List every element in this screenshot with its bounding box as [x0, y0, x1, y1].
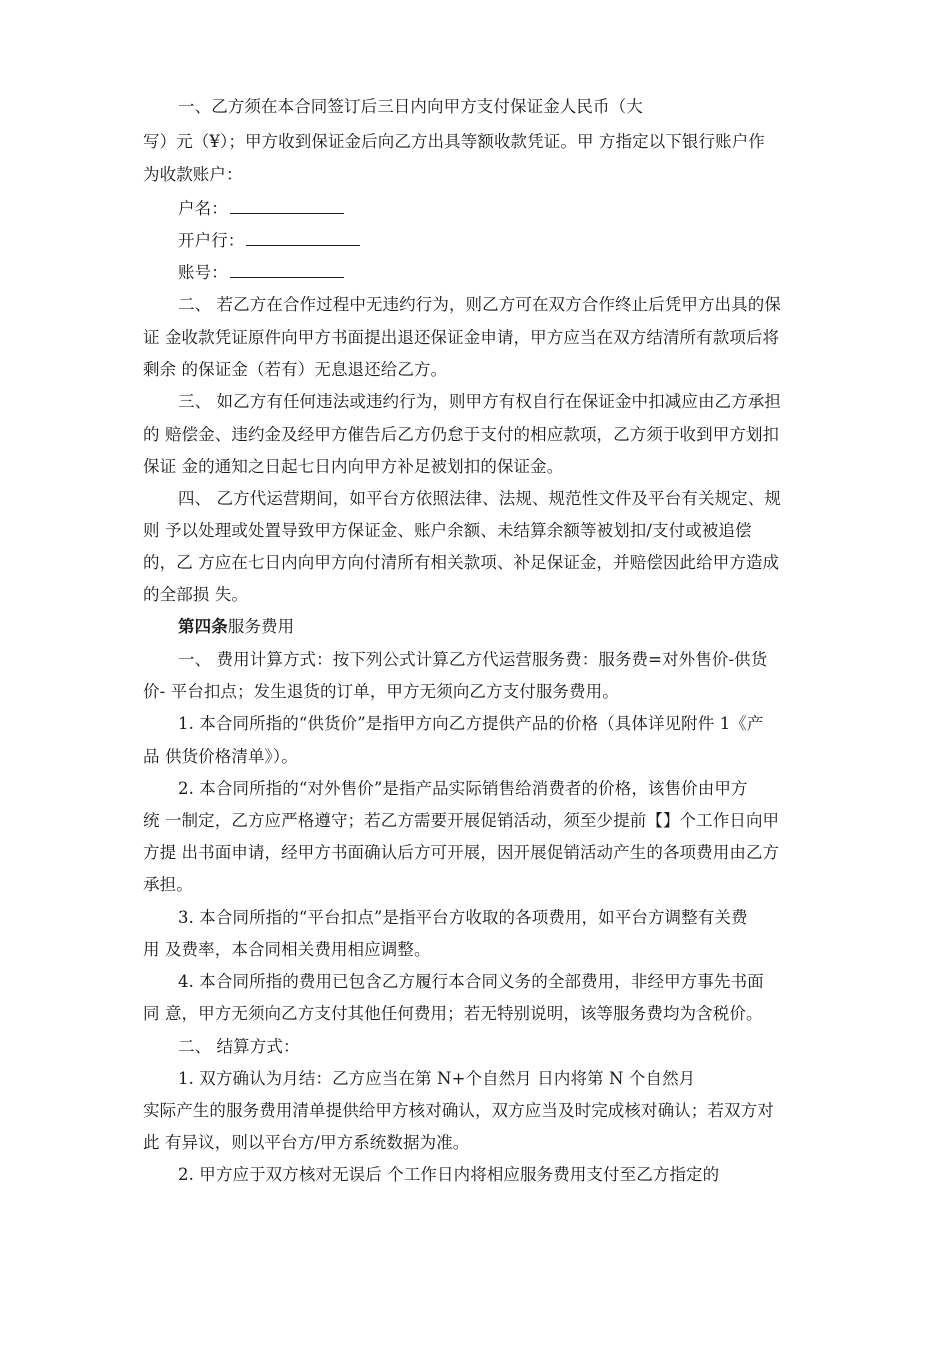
paragraph-line: 保证 金的通知之日起七日内向甲方补足被划扣的保证金。 [143, 457, 564, 476]
paragraph-line: 证 金收款凭证原件向甲方书面提出退还保证金申请，甲方应当在双方结清所有款项后将 [143, 328, 780, 347]
account-no-field [178, 262, 344, 284]
paragraph-line: 品 供货价格清单》）。 [143, 747, 298, 766]
paragraph-line: 统 一制定，乙方应严格遵守；若乙方需要开展促销活动，须至少提前【】个工作日向甲 [143, 811, 780, 830]
paragraph-line: 2. 本合同所指的“对外售价”是指产品实际销售给消费者的价格，该售价由甲方 [178, 779, 748, 798]
paragraph-line: 价- 平台扣点；发生退货的订单，甲方无须向乙方支付服务费用。 [143, 682, 619, 701]
paragraph-line: 2. 甲方应于双方核对无误后 个工作日内将相应服务费用支付至乙方指定的 [178, 1165, 720, 1184]
paragraph-line: 承担。 [143, 875, 193, 894]
bank-field [178, 230, 360, 252]
paragraph-line: 方提 出书面申请，经甲方书面确认后方可开展，因开展促销活动产生的各项费用由乙方 [143, 843, 780, 862]
paragraph-line: 1. 本合同所指的“供货价”是指甲方向乙方提供产品的价格（具体详见附件 1《产 [178, 714, 764, 733]
section-heading-number: 第四条 [178, 617, 228, 636]
account-name-label: 户名： [178, 199, 228, 218]
paragraph-line: 为收款账户： [143, 165, 243, 184]
account-no-blank [230, 263, 344, 278]
account-name-blank [230, 199, 344, 214]
paragraph-line: 三、 如乙方有任何违法或违约行为，则甲方有权自行在保证金中扣减应由乙方承担 [178, 392, 781, 411]
bank-label: 开户行： [178, 231, 245, 250]
paragraph-line: 4. 本合同所指的费用已包含乙方履行本合同义务的全部费用，非经甲方事先书面 [178, 972, 764, 991]
paragraph-line: 的全部损 失。 [143, 585, 248, 604]
paragraph-line: 四、 乙方代运营期间，如平台方依照法律、法规、规范性文件及平台有关规定、规 [178, 489, 781, 508]
paragraph-line: 的 赔偿金、违约金及经甲方催告后乙方仍怠于支付的相应款项，乙方须于收到甲方划扣 [143, 425, 780, 444]
section-heading-title: 服务费用 [227, 617, 295, 636]
paragraph-line: 则 予以处理或处置导致甲方保证金、账户余额、未结算余额等被划扣/支付或被追偿 [143, 521, 752, 540]
paragraph-line: 的，乙 方应在七日内向甲方向付清所有相关款项、补足保证金，并赔偿因此给甲方造成 [143, 553, 780, 572]
paragraph-line: 用 及费率，本合同相关费用相应调整。 [143, 940, 431, 959]
account-no-label: 账号： [178, 263, 228, 282]
paragraph-line: 剩余 的保证金（若有）无息退还给乙方。 [143, 360, 448, 379]
paragraph-line: 写）元（¥）；甲方收到保证金后向乙方出具等额收款凭证。甲 方指定以下银行账户作 [143, 132, 765, 151]
section-heading [178, 616, 294, 638]
paragraph-line: 二、 结算方式： [178, 1037, 300, 1056]
account-name-field [178, 198, 344, 220]
bank-blank [246, 231, 360, 246]
paragraph-line: 1. 双方确认为月结：乙方应当在第 N+个自然月 日内将第 N 个自然月 [178, 1069, 696, 1088]
paragraph-line: 一、乙方须在本合同签订后三日内向甲方支付保证金人民币（大 [178, 97, 643, 116]
paragraph-line: 二、 若乙方在合作过程中无违约行为，则乙方可在双方合作终止后凭甲方出具的保 [178, 295, 781, 314]
paragraph-line: 一、 费用计算方式：按下列公式计算乙方代运营服务费：服务费=对外售价-供货 [178, 650, 768, 669]
paragraph-line: 3. 本合同所指的“平台扣点”是指平台方收取的各项费用，如平台方调整有关费 [178, 908, 748, 927]
paragraph-line: 此 有异议，则以平台方/甲方系统数据为准。 [143, 1133, 470, 1152]
paragraph-line: 同 意，甲方无须向乙方支付其他任何费用；若无特别说明，该等服务费均为含税价。 [143, 1004, 763, 1023]
paragraph-line: 实际产生的服务费用清单提供给甲方核对确认，双方应当及时完成核对确认；若双方对 [143, 1101, 774, 1120]
